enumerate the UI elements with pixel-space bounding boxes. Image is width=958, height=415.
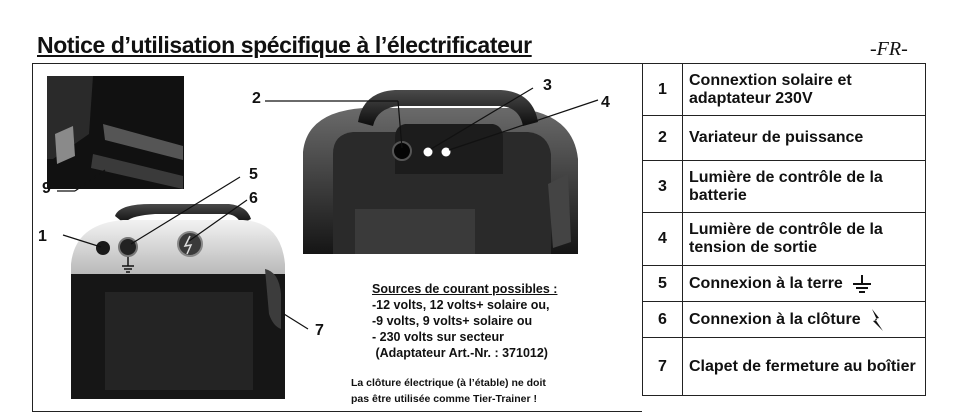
legend-text: Connextion solaire et adaptateur 230V <box>683 64 926 116</box>
callout-1: 1 <box>38 228 47 245</box>
legend-row <box>643 338 926 396</box>
output-light <box>442 148 451 157</box>
legend-text: Connexion à la terre <box>689 274 843 292</box>
legend-row <box>643 213 926 266</box>
warning-line: La clôture électrique (à l’étable) ne doit <box>351 377 546 389</box>
legend-row <box>643 116 926 161</box>
legend-text: Variateur de puissance <box>683 116 926 161</box>
legend-number: 4 <box>643 213 683 266</box>
callout-5: 5 <box>249 166 258 183</box>
legend-text: Lumière de contrôle de la batterie <box>683 161 926 213</box>
language-tag: -FR- <box>870 38 908 60</box>
page-title: Notice d’utilisation spécifique à l’électrificateur <box>37 32 532 58</box>
lightning-icon <box>869 308 885 332</box>
legend-text: Lumière de contrôle de la tension de sortie <box>683 213 926 266</box>
callout-7: 7 <box>315 322 324 339</box>
legend-text: Clapet de fermeture au boîtier <box>683 338 926 396</box>
legend-number: 5 <box>643 266 683 302</box>
legend-number: 2 <box>643 116 683 161</box>
callout-3: 3 <box>543 77 552 94</box>
legend-row <box>643 161 926 213</box>
power-source-line: -9 volts, 9 volts+ solaire ou <box>372 314 533 328</box>
power-source-line: - 230 volts sur secteur <box>372 330 505 344</box>
power-sources-heading: Sources de courant possibles : <box>372 282 558 296</box>
power-source-line: -12 volts, 12 volts+ solaire ou, <box>372 298 550 312</box>
clasp-detail-image <box>47 76 184 189</box>
callout-6: 6 <box>249 190 258 207</box>
callout-2: 2 <box>252 90 261 107</box>
legend-number: 7 <box>643 338 683 396</box>
legend-table <box>642 63 926 396</box>
energizer-front-view <box>71 204 285 399</box>
legend-number: 6 <box>643 302 683 338</box>
power-sources-note <box>372 281 557 361</box>
legend-text: Connexion à la clôture <box>689 310 861 328</box>
callout-4: 4 <box>601 94 610 111</box>
warning-line: pas être utilisée comme Tier-Trainer ! <box>351 393 537 405</box>
legend-cell <box>683 266 926 302</box>
legend-number: 3 <box>643 161 683 213</box>
legend-row <box>643 64 926 116</box>
power-source-line: (Adaptateur Art.-Nr. : 371012) <box>372 346 548 360</box>
energizer-top-view <box>303 90 578 254</box>
legend-row <box>643 266 926 302</box>
warning-note <box>351 375 546 407</box>
callout-9: 9 <box>42 180 51 197</box>
legend-row <box>643 302 926 338</box>
legend-number: 1 <box>643 64 683 116</box>
legend-cell <box>683 302 926 338</box>
ground-icon <box>851 274 873 294</box>
